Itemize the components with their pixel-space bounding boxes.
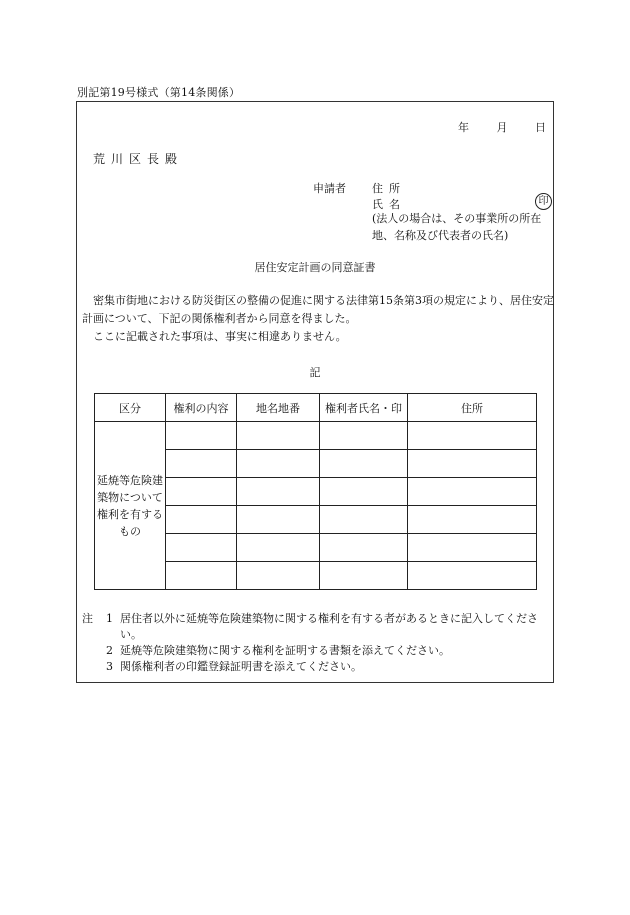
table-cell[interactable] [237, 506, 320, 534]
table-header-row [95, 394, 537, 422]
table-cell[interactable] [166, 534, 237, 562]
header-holder-name-seal: 権利者氏名・印 [320, 394, 408, 422]
table-cell[interactable] [320, 450, 408, 478]
date-day: 日 [535, 121, 546, 134]
date-year: 年 [458, 121, 469, 134]
table-cell[interactable] [166, 478, 237, 506]
table-cell[interactable] [320, 534, 408, 562]
table-cell[interactable] [166, 422, 237, 450]
body-text [82, 292, 558, 346]
table-cell[interactable] [166, 562, 237, 590]
header-land-lot: 地名地番 [237, 394, 320, 422]
seal-mark: 印 [535, 193, 552, 210]
form-caption: 別記第19号様式（第14条関係） [77, 86, 241, 99]
table-row [95, 422, 537, 450]
note-item [82, 643, 550, 659]
ki-heading: 記 [309, 366, 321, 379]
table-cell[interactable] [320, 506, 408, 534]
note-text: 延焼等危険建築物に関する権利を証明する書類を添えてください。 [120, 644, 450, 657]
name-label: 氏名 [372, 198, 406, 211]
header-category: 区分 [95, 394, 166, 422]
body-paragraph-1: 密集市街地における防災街区の整備の促進に関する法律第15条第3項の規定により、居住安定計画について、下記の関係権利者から同意を得ました。 [82, 294, 554, 325]
row-category-label: 延焼等危険建築物について権利を有するもの [95, 422, 166, 590]
table-cell[interactable] [237, 450, 320, 478]
note-number: 2 [106, 644, 113, 657]
notes-section [82, 611, 550, 675]
note-number: 1 [106, 612, 113, 625]
table-cell[interactable] [408, 450, 537, 478]
table-cell[interactable] [408, 478, 537, 506]
table-cell[interactable] [320, 422, 408, 450]
table-cell[interactable] [237, 422, 320, 450]
address-label: 住所 [372, 182, 406, 195]
note-number: 3 [106, 660, 113, 673]
applicant-label: 申請者 [313, 182, 346, 195]
table-cell[interactable] [237, 534, 320, 562]
note-item [82, 659, 550, 675]
table-cell[interactable] [166, 506, 237, 534]
note-text: 関係権利者の印鑑登録証明書を添えてください。 [120, 660, 362, 673]
header-address: 住所 [408, 394, 537, 422]
table-cell[interactable] [408, 562, 537, 590]
header-right-content: 権利の内容 [166, 394, 237, 422]
body-paragraph-2: ここに記載された事項は、事実に相違ありません。 [93, 330, 347, 343]
note-text: 居住者以外に延焼等危険建築物に関する権利を有する者があるときに記入してください。 [120, 612, 538, 641]
table-cell[interactable] [408, 534, 537, 562]
table-cell[interactable] [408, 506, 537, 534]
date-month: 月 [496, 121, 508, 134]
table-cell[interactable] [237, 562, 320, 590]
table-cell[interactable] [320, 562, 408, 590]
date-line [458, 119, 546, 135]
corporation-note: (法人の場合は、その事業所の所在地、名称及び代表者の氏名) [372, 212, 542, 242]
table-cell[interactable] [237, 478, 320, 506]
addressee: 荒川区長殿 [93, 152, 184, 166]
table-cell[interactable] [408, 422, 537, 450]
document-title: 居住安定計画の同意証書 [254, 261, 376, 274]
note-item [82, 611, 550, 643]
table-cell[interactable] [166, 450, 237, 478]
table-cell[interactable] [320, 478, 408, 506]
rights-holder-table [94, 393, 537, 590]
notes-label: 注 [82, 612, 93, 625]
